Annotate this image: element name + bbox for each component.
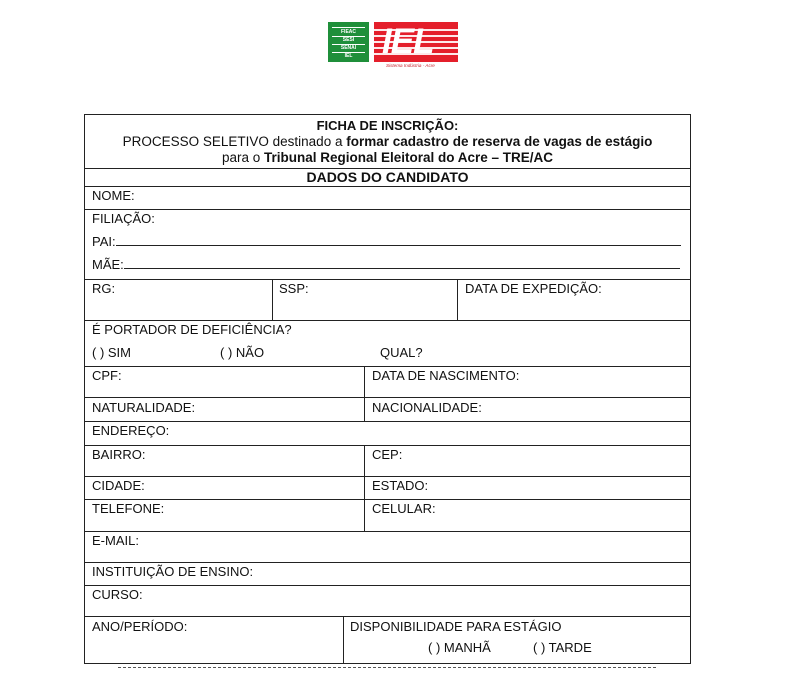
iel-logo-subtitle: Sistema Indústria - Acre: [386, 63, 435, 68]
nacionalidade-label: NACIONALIDADE:: [372, 400, 482, 415]
section-title: DADOS DO CANDIDATO: [306, 169, 469, 185]
ssp-label: SSP:: [279, 281, 309, 296]
mae-field[interactable]: MÃE:: [92, 258, 680, 272]
rg-label: RG:: [92, 281, 116, 296]
filiacao-label: FILIAÇÃO:: [92, 211, 155, 226]
deficiencia-sim-option[interactable]: ( ) SIM: [92, 345, 131, 360]
telefone-label: TELEFONE:: [92, 501, 165, 516]
deficiencia-nao-option[interactable]: ( ) NÃO: [220, 345, 265, 360]
tarde-option[interactable]: ( ) TARDE: [533, 640, 592, 655]
ano-periodo-label: ANO/PERÍODO:: [92, 619, 188, 634]
manha-option[interactable]: ( ) MANHÃ: [428, 640, 491, 655]
deficiencia-qual-label: QUAL?: [380, 345, 423, 360]
endereco-label: ENDEREÇO:: [92, 423, 170, 438]
curso-label: CURSO:: [92, 587, 143, 602]
celular-label: CELULAR:: [372, 501, 436, 516]
registration-form: [84, 114, 691, 664]
bairro-label: BAIRRO:: [92, 447, 146, 462]
nome-label: NOME:: [92, 188, 135, 203]
logo-text-sesi: SESI: [342, 37, 355, 43]
iel-logo: [374, 22, 458, 62]
cpf-label: CPF:: [92, 368, 122, 383]
cut-line-divider: [118, 667, 656, 668]
data-nascimento-label: DATA DE NASCIMENTO:: [372, 368, 520, 383]
estado-label: ESTADO:: [372, 478, 429, 493]
email-label: E-MAIL:: [92, 533, 139, 548]
data-expedicao-label: DATA DE EXPEDIÇÃO:: [465, 281, 602, 296]
fieac-system-logo: [328, 22, 369, 62]
logo-text-senai: SENAI: [340, 45, 357, 51]
disponibilidade-label: DISPONIBILIDADE PARA ESTÁGIO: [350, 619, 562, 634]
cep-label: CEP:: [372, 447, 403, 462]
form-subtitle-line1: PROCESSO SELETIVO destinado a formar cadastro de reserva de vagas de estágio: [122, 134, 653, 149]
instituicao-label: INSTITUIÇÃO DE ENSINO:: [92, 564, 254, 579]
naturalidade-label: NATURALIDADE:: [92, 400, 196, 415]
form-title: FICHA DE INSCRIÇÃO:: [316, 118, 459, 133]
pai-field[interactable]: PAI:: [92, 235, 681, 249]
form-subtitle-line2: para o Tribunal Regional Eleitoral do Acre – TRE/AC: [221, 150, 554, 165]
logo-text-fieac: FIEAC: [341, 29, 356, 35]
logo-text-iel-small: IEL: [344, 53, 353, 59]
deficiencia-question: É PORTADOR DE DEFICIÊNCIA?: [92, 322, 292, 337]
cidade-label: CIDADE:: [92, 478, 145, 493]
